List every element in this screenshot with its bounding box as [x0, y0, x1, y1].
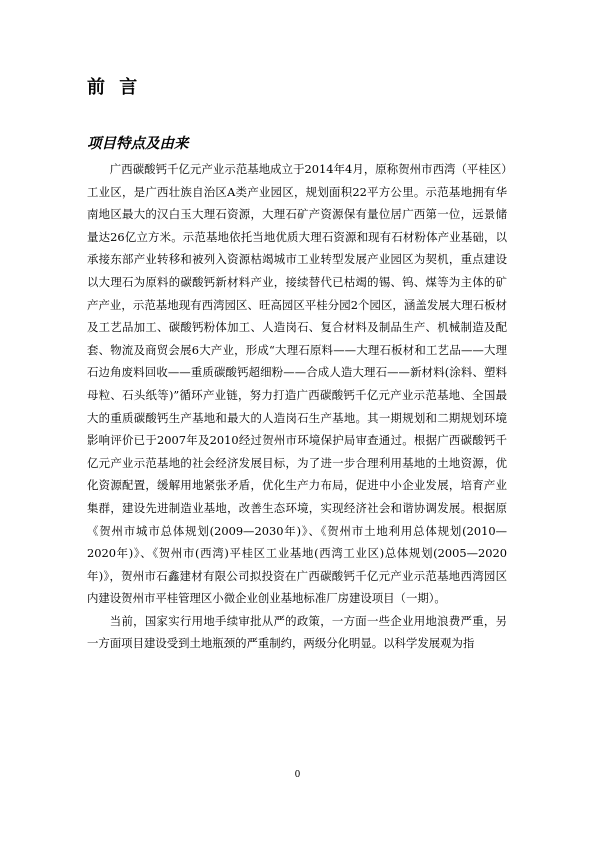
- paragraph: 当前，国家实行用地手续审批从严的政策，一方面一些企业用地浪费严重，另一方面项目建设受到土地瓶颈的严重制约，两级分化明显。以科学发展观为指: [87, 613, 507, 651]
- page-title: 前 言: [87, 77, 142, 98]
- section-heading: 项目特点及由来: [87, 135, 189, 152]
- paragraph: 广西碳酸钙千亿元产业示范基地成立于2014年4月，原称贺州市西湾（平桂区）工业区，是广西壮族自治区A类产业园区，规划面积22平方公里。示范基地拥有华南地区最大的汉白玉大理石资源，大理石矿产资源保有量位居广西第一位，远景储量达26亿立方米。示范基地依托当地优质大理石资源和现有石材粉体产业基础，以承接东部产业转移和被列入资源枯竭城市工业转型发展产业园区为契机，重点建设以大理石为原料的碳酸钙新材料产业，接续替代已枯竭的锡、钨、煤等为主体的矿产产业，示范基地现有西湾园区、旺高园区平桂分园2个园区，涵盖发展大理石板材及工艺品加工、碳酸钙粉体加工、人造岗石、复合材料及制品生产、机械制造及配套、物流及商贸会展6大产业，形成“大理石原料——大理石板材和工艺品——大理石边角废料回收——重质碳酸钙超细粉——合成人造大理石——新材料(涂料、塑料母粒、石头纸等)”循环产业链，努力打造广西碳酸钙千亿元产业示范基地、全国最大的重质碳酸钙生产基地和最大的人造岗石生产基地。其一期规划和二期规划环境影响评价已于2007年及2010经过贺州市环境保护局审查通过。根据广西碳酸钙千亿元产业示范基地的社会经济发展目标，为了进一步合理利用基地的土地资源，优化资源配置，缓解用地紧张矛盾，优化生产力布局，促进中小企业发展，培育产业集群，建设先进制造业基地，改善生态环境，实现经济社会和谐协调发展。根据原《贺州市城市总体规划(2009—2030年)》、《贺州市土地利用总体规划(2010—2020年)》、《贺州市(西湾)平桂区工业基地(西湾工业区)总体规划(2005—2020年)》，贺州市石鑫建材有限公司拟投资在广西碳酸钙千亿元产业示范基地西湾园区内建设贺州市平桂管理区小微企业创业基地标准厂房建设项目（一期）。: [87, 162, 507, 606]
- page-number: 0: [294, 770, 301, 780]
- body-text: [87, 158, 507, 655]
